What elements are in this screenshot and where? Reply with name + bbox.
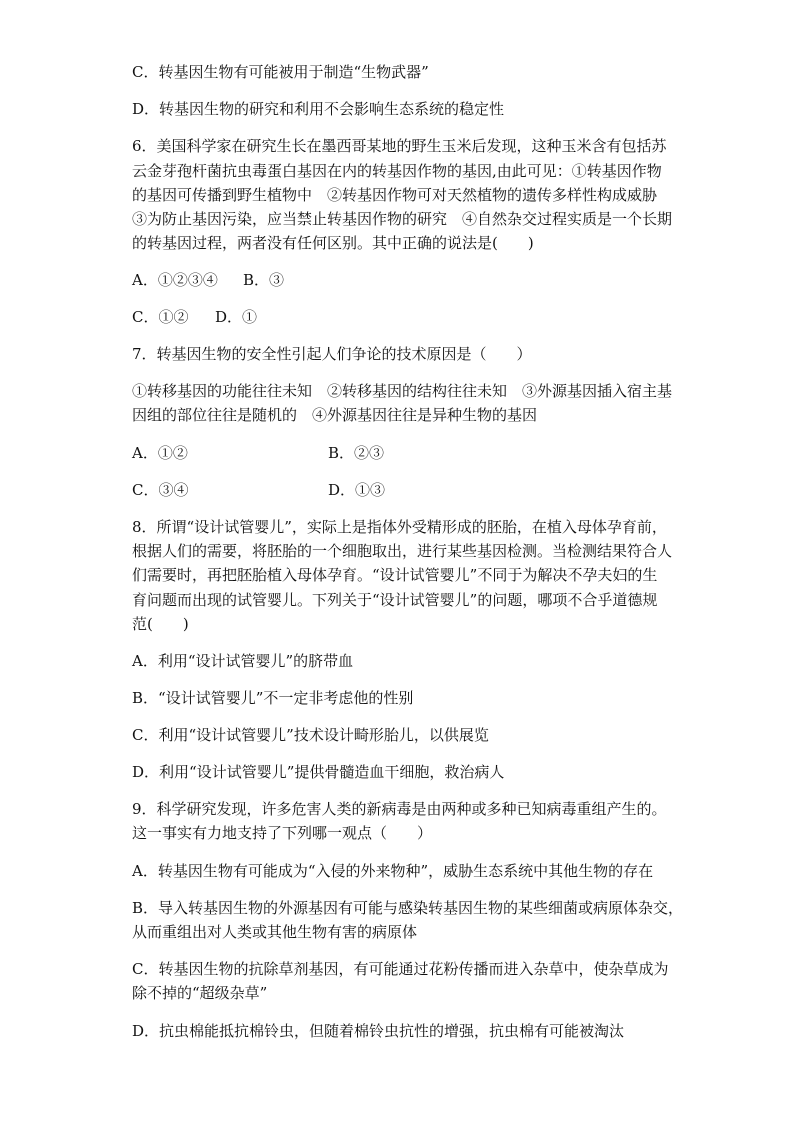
q6-stem-line-2: 云金芽孢杆菌抗虫毒蛋白基因在内的转基因作物的基因,由此可见：①转基因作物 [132,162,662,180]
q8-stem-line-1: 8．所谓“设计试管婴儿”，实际上是指体外受精形成的胚胎，在植入母体孕育前， [132,518,667,536]
q9-stem-line-2: 这一事实有力地支持了下列哪一观点（ ） [132,824,433,842]
q7-option-c: C．③④ [132,481,189,499]
q8-option-a: A．利用“设计试管婴儿”的脐带血 [132,652,354,670]
q9-stem-line-1: 9．科学研究发现，许多危害人类的新病毒是由两种或多种已知病毒重组产生的。 [132,800,667,818]
q9-option-b-line-1: B．导入转基因生物的外源基因有可能与感染转基因生物的某些细菌或病原体杂交， [132,899,684,917]
q9-option-c-line-2: 除不掉的“超级杂草” [132,984,268,1002]
q6-option-b: B．③ [243,271,285,289]
q7-option-a: A．①② [132,444,188,462]
q8-stem-line-5: 范( ) [132,615,189,633]
q6-option-a: A．①②③④ [132,271,218,289]
q6-stem-line-4: ③为防止基因污染，应当禁止转基因作物的研究 ④自然杂交过程实质是一个长期 [132,210,673,228]
q7-body-line-2: 因组的部位往往是随机的 ④外源基因往往是异种生物的基因 [132,406,538,424]
q6-option-d: D．① [215,308,258,326]
q5-option-d: D．转基因生物的研究和利用不会影响生态系统的稳定性 [132,100,505,118]
q7-option-b: B．②③ [328,444,385,462]
q6-stem-line-5: 的转基因过程，两者没有任何区别。其中正确的说法是( ) [132,234,534,252]
q8-stem-line-4: 育问题而出现的试管婴儿。下列关于“设计试管婴儿”的问题，哪项不合乎道德规 [132,591,658,609]
q7-body-line-1: ①转移基因的功能往往未知 ②转移基因的结构往往未知 ③外源基因插入宿主基 [132,382,673,400]
q8-option-d: D．利用“设计试管婴儿”提供骨髓造血干细胞，救治病人 [132,763,505,781]
q8-option-c: C．利用“设计试管婴儿”技术设计畸形胎儿，以供展览 [132,726,489,744]
q6-stem-line-1: 6．美国科学家在研究生长在墨西哥某地的野生玉米后发现，这种玉米含有包括苏 [132,137,667,155]
q5-option-c: C．转基因生物有可能被用于制造“生物武器” [132,63,429,81]
q7-option-d: D．①③ [328,481,386,499]
q9-option-a: A．转基因生物有可能成为“入侵的外来物种”，威胁生态系统中其他生物的存在 [132,862,654,880]
q6-stem-line-3: 的基因可传播到野生植物中 ②转基因作物可对天然植物的遗传多样性构成威胁 [132,186,658,204]
q9-option-c-line-1: C．转基因生物的抗除草剂基因，有可能通过花粉传播而进入杂草中，使杂草成为 [132,960,669,978]
q9-option-b-line-2: 从而重组出对人类或其他生物有害的病原体 [132,923,418,941]
q9-option-d: D．抗虫棉能抵抗棉铃虫，但随着棉铃虫抗性的增强，抗虫棉有可能被淘汰 [132,1022,625,1040]
q8-stem-line-2: 根据人们的需要，将胚胎的一个细胞取出，进行某些基因检测。当检测结果符合人 [132,542,673,560]
q8-stem-line-3: 们需要时，再把胚胎植入母体孕育。“设计试管婴儿”不同于为解决不孕夫妇的生 [132,566,658,584]
q6-option-c: C．①② [132,308,189,326]
q7-stem: 7．转基因生物的安全性引起人们争论的技术原因是（ ） [132,345,532,363]
q8-option-b: B．“设计试管婴儿”不一定非考虑他的性别 [132,689,414,707]
